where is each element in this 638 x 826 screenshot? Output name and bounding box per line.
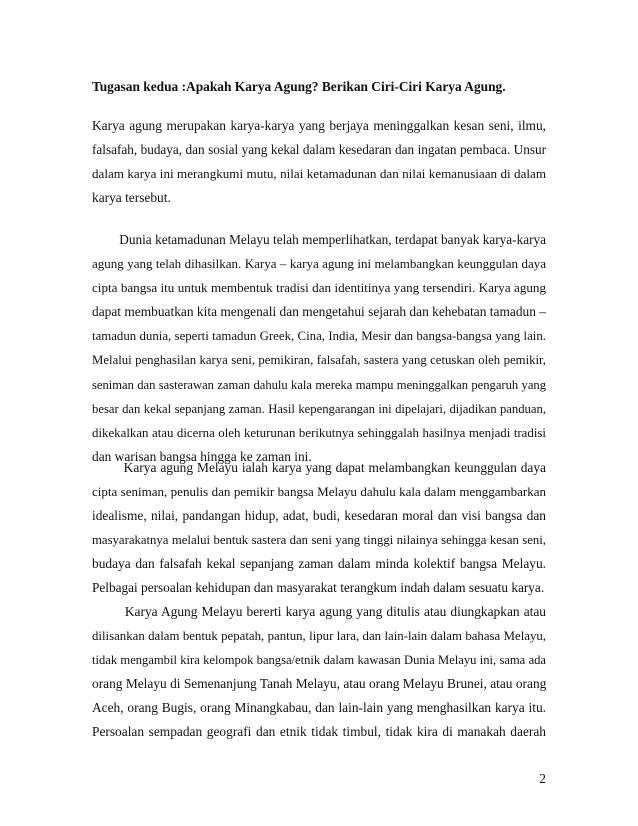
- text-line: Karya agung merupakan karya-karya yang berjaya meninggalkan kesan seni, ilmu,: [92, 118, 546, 133]
- text-line: dapat membuatkan kita mengenali dan mengetahui sejarah dan kehebatan tamadun –: [92, 304, 546, 320]
- text-line: Melalui penghasilan karya seni, pemikiran, falsafah, sastera yang cetuskan oleh pemikir,: [92, 353, 546, 368]
- text-line: dan warisan bangsa hingga ke zaman ini.: [92, 448, 312, 464]
- paragraph-1: [92, 114, 546, 210]
- assignment-heading: Tugasan kedua :Apakah Karya Agung? Berikan Ciri-Ciri Karya Agung.: [92, 79, 506, 94]
- text-line: dilisankan dalam bentuk pepatah, pantun, lipur lara, dan lain-lain dalam bahasa Melayu,: [92, 629, 546, 644]
- text-line: Karya agung Melayu ialah karya yang dapat melambangkan keunggulan daya: [92, 460, 546, 475]
- text-line: masyarakatnya melalui bentuk sastera dan seni yang tinggi nilainya sehingga kesan seni,: [92, 533, 546, 548]
- text-line: karya tersebut.: [92, 190, 171, 206]
- text-line: falsafah, budaya, dan sosial yang kekal dalam kesedaran dan ingatan pembaca. Unsur: [92, 142, 546, 158]
- text-line: Aceh, orang Bugis, orang Minangkabau, dan lain-lain yang menghasilkan karya itu.: [92, 700, 546, 716]
- text-line: cipta bangsa itu untuk membentuk tradisi dan identitinya yang tersendiri. Karya agung: [92, 280, 546, 296]
- text-line: cipta seniman, penulis dan pemikir bangsa Melayu dahulu kala dalam menggambarkan: [92, 484, 546, 500]
- text-line: seniman dan sasterawan zaman dahulu kala mereka mampu meninggalkan pengaruh yang: [92, 377, 546, 392]
- paragraph-3: [92, 456, 546, 601]
- text-line: Persoalan sempadan geografi dan etnik tidak timbul, tidak kira di manakah daerah: [92, 724, 546, 740]
- text-line: tidak mengambil kira kelompok bangsa/etnik dalam kawasan Dunia Melayu ini, sama ada: [92, 653, 546, 668]
- text-line: idealisme, nilai, pandangan hidup, adat, budi, kesedaran moral dan visi bangsa dan: [92, 508, 546, 524]
- text-line: orang Melayu di Semenanjung Tanah Melayu, atau orang Melayu Brunei, atau orang: [92, 676, 547, 692]
- text-line: Dunia ketamadunan Melayu telah memperlihatkan, terdapat banyak karya-karya: [92, 232, 546, 247]
- text-line: agung yang telah dihasilkan. Karya – karya agung ini melambangkan keunggulan daya: [92, 256, 546, 272]
- text-line: tamadun dunia, seperti tamadun Greek, Cina, India, Mesir dan bangsa-bangsa yang lain.: [92, 329, 546, 344]
- text-line: dalam karya ini merangkumi mutu, nilai ketamadunan dan nilai kemanusiaan di dalam: [92, 166, 546, 182]
- text-line: Karya Agung Melayu bererti karya agung yang ditulis atau diungkapkan atau: [92, 604, 546, 619]
- text-line: budaya dan falsafah kekal sepanjang zaman dalam minda kolektif bangsa Melayu.: [92, 556, 546, 572]
- page-number: 2: [539, 771, 546, 786]
- paragraph-4: [92, 600, 546, 745]
- text-line: besar dan kekal sepanjang zaman. Hasil kepengarangan ini dipelajari, dijadikan panduan,: [92, 401, 546, 416]
- text-line: dikekalkan atau dicerna oleh keturunan berikutnya sehinggalah hasilnya menjadi tradisi: [92, 425, 546, 440]
- text-line: Pelbagai persoalan kehidupan dan masyarakat terangkum indah dalam sesuatu karya.: [92, 580, 545, 596]
- paragraph-2: [92, 228, 546, 469]
